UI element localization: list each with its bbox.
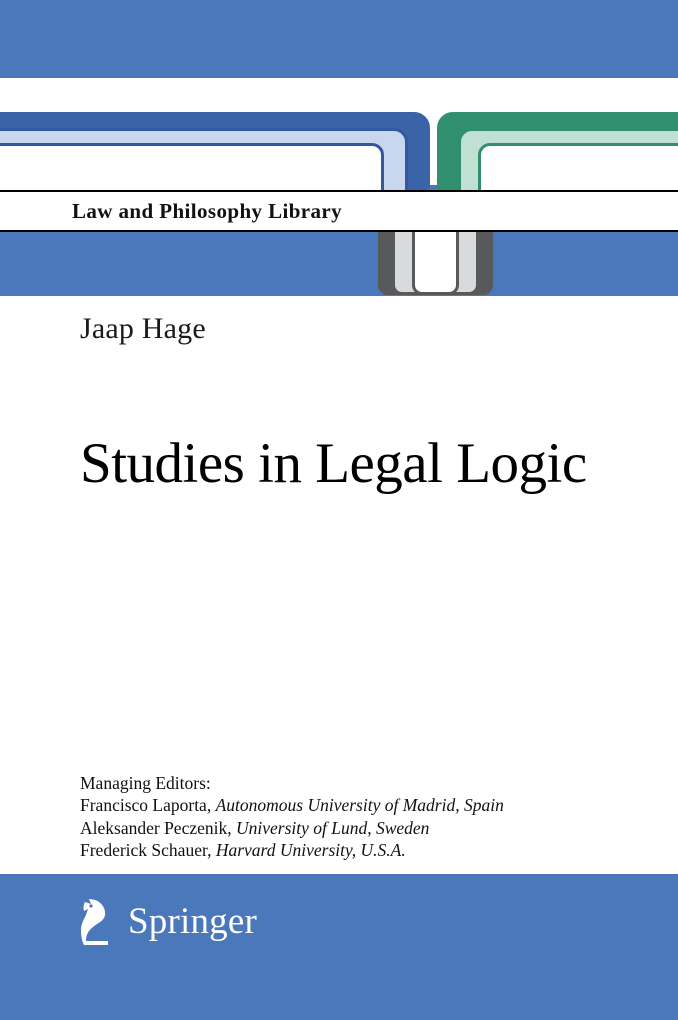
editor-entry [80, 794, 504, 816]
publisher-name: Springer [128, 900, 258, 942]
editor-affiliation: Autonomous University of Madrid, Spain [215, 795, 504, 816]
editor-affiliation: University of Lund, Sweden [235, 817, 430, 838]
book-title: Studies in Legal Logic [80, 432, 587, 495]
author-name: Jaap Hage [80, 312, 206, 345]
editor-affiliation: Harvard University, U.S.A. [215, 840, 406, 861]
decorative-grey-shape-inner [412, 222, 459, 295]
editor-name: Frederick Schauer, [80, 840, 216, 861]
editor-entry [80, 817, 504, 839]
managing-editors-block [80, 772, 504, 862]
series-title: Law and Philosophy Library [72, 198, 343, 223]
series-band [0, 190, 678, 232]
springer-knight-icon [74, 895, 118, 947]
editor-entry [80, 839, 504, 861]
managing-editors-heading: Managing Editors: [80, 773, 211, 793]
editor-name: Aleksander Peczenik, [80, 817, 236, 838]
editor-name: Francisco Laporta, [80, 795, 216, 816]
publisher-logo [74, 895, 257, 947]
